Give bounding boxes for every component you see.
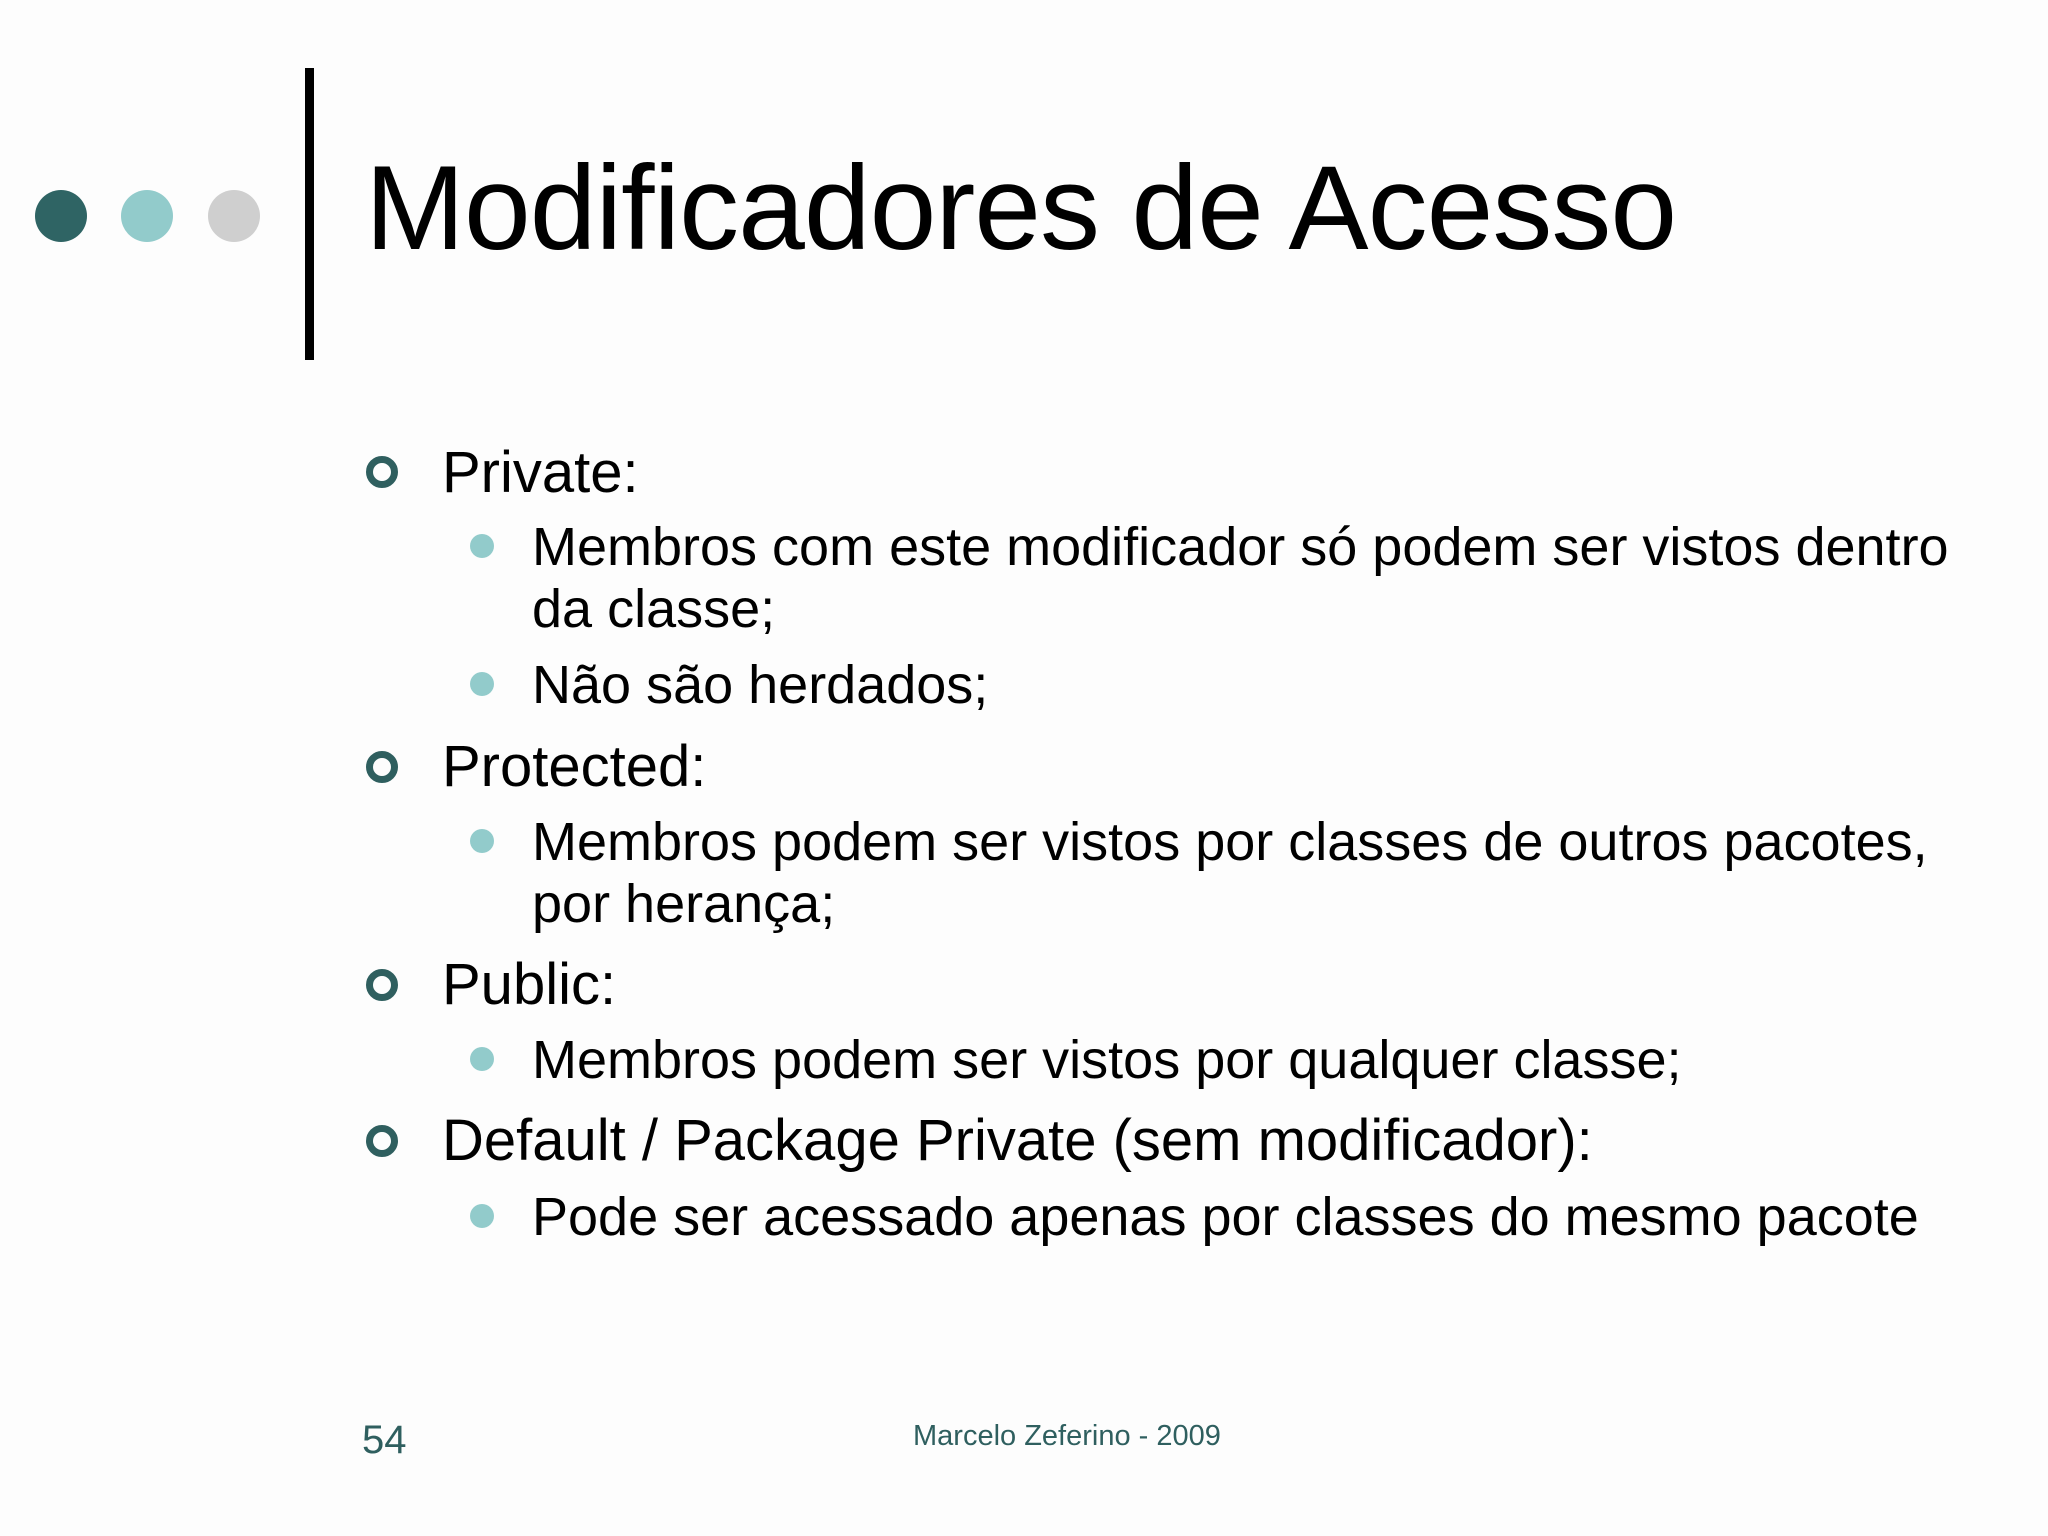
slide-number: 54 (362, 1418, 407, 1462)
filled-circle-bullet-icon (470, 672, 494, 696)
filled-circle-bullet-icon (470, 1204, 494, 1228)
slide-title: Modificadores de Acesso (365, 141, 1677, 275)
list-item-protected: Protected: (442, 734, 707, 799)
hollow-circle-bullet-icon (366, 1125, 398, 1157)
list-item-default: Default / Package Private (sem modificador): (442, 1108, 1593, 1173)
sub-list-item: Não são herdados; (532, 655, 989, 715)
sub-list-item: Pode ser acessado apenas por classes do mesmo pacote (532, 1187, 1919, 1247)
sub-list-item: Membros podem ser vistos por qualquer classe; (532, 1030, 1682, 1090)
footer-author: Marcelo Zeferino - 2009 (913, 1420, 1221, 1452)
sub-list-item: Membros podem ser vistos por classes de outros pacotes, por herança; (532, 812, 1928, 934)
hollow-circle-bullet-icon (366, 969, 398, 1001)
filled-circle-bullet-icon (470, 1047, 494, 1071)
filled-circle-bullet-icon (470, 829, 494, 853)
filled-circle-bullet-icon (470, 534, 494, 558)
list-item-private: Private: (442, 440, 639, 505)
hollow-circle-bullet-icon (366, 456, 398, 488)
sub-list-item: Membros com este modificador só podem ser vistos dentro da classe; (532, 517, 1949, 639)
list-item-public: Public: (442, 952, 617, 1017)
hollow-circle-bullet-icon (366, 751, 398, 783)
